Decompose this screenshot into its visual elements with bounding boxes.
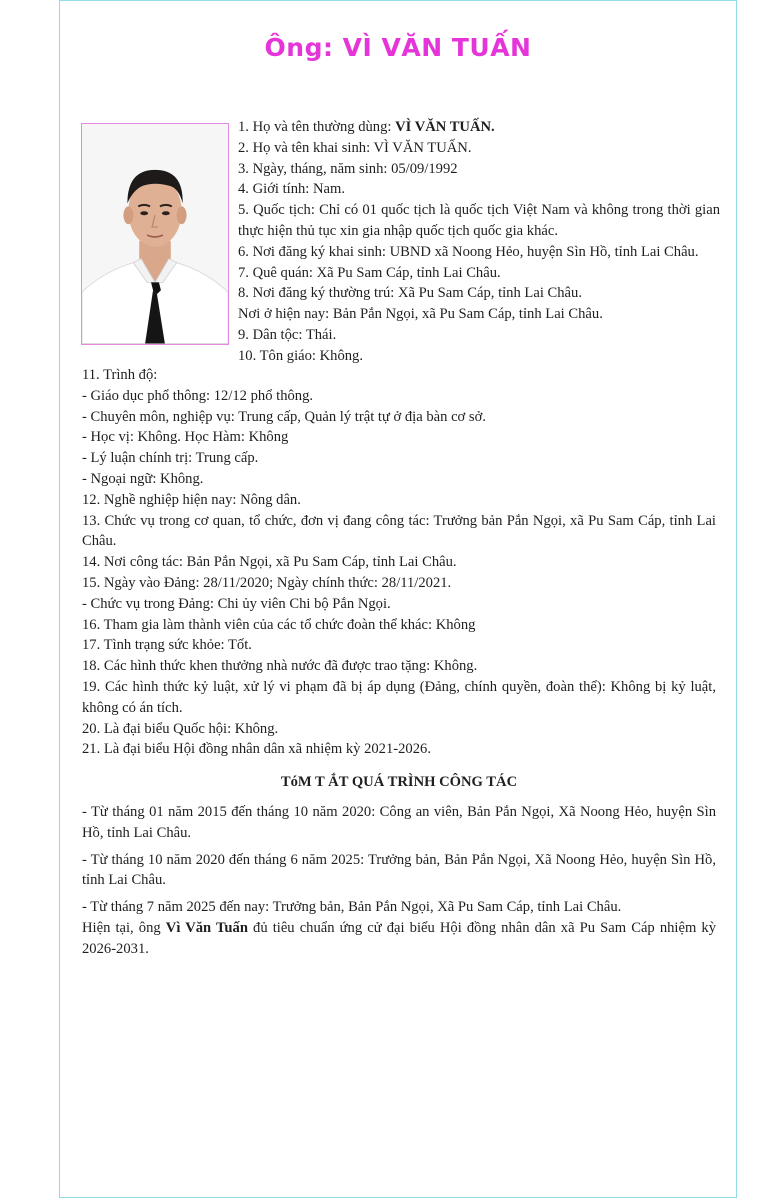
page-title: Ông: VÌ VĂN TUẤN bbox=[264, 33, 532, 62]
item-workplace: 14. Nơi công tác: Bản Pắn Ngọi, xã Pu Sam Cáp, tỉnh Lai Châu. bbox=[82, 554, 457, 571]
item-foreign-language: - Ngoại ngữ: Không. bbox=[82, 470, 204, 487]
conclusion-text: Hiện tại, ông Vì Văn Tuấn đủ tiêu chuẩn ứng cử đại biểu Hội đồng nhân dân xã Pu Sam Cáp nhiệm kỳ 2026-2031. bbox=[82, 919, 716, 957]
candidate-name: Vì Văn Tuấn bbox=[165, 919, 248, 936]
item-permanent-residence: 8. Nơi đăng ký thường trú: Xã Pu Sam Cáp, tỉnh Lai Châu. bbox=[238, 285, 582, 302]
career-entry: - Từ tháng 01 năm 2015 đến tháng 10 năm 2020: Công an viên, Bản Pắn Ngọi, Xã Noong Hẻo, huyện Sìn Hồ, tỉnh Lai Châu. bbox=[82, 803, 716, 841]
item-gender: 4. Giới tính: Nam. bbox=[238, 181, 346, 198]
common-name-value: VÌ VĂN TUẤN. bbox=[395, 119, 495, 135]
item-academic-degree: - Học vị: Không. Học Hàm: Không bbox=[82, 429, 289, 446]
item-birth-date: 3. Ngày, tháng, năm sinh: 05/09/1992 bbox=[238, 160, 458, 177]
item-political-theory: - Lý luận chính trị: Trung cấp. bbox=[82, 450, 259, 467]
item-national-assembly: 20. Là đại biểu Quốc hội: Không. bbox=[82, 720, 279, 737]
item-common-name: 1. Họ và tên thường dùng: VÌ VĂN TUẤN. bbox=[238, 119, 495, 135]
item-birth-name: 2. Họ và tên khai sinh: VÌ VĂN TUẤN. bbox=[238, 139, 472, 156]
item-discipline: 19. Các hình thức kỷ luật, xử lý vi phạm đã bị áp dụng (Đảng, chính quyền, đoàn thể): Không bị kỷ luật, không có án tích. bbox=[82, 678, 716, 716]
item-party-dates: 15. Ngày vào Đảng: 28/11/2020; Ngày chính thức: 28/11/2021. bbox=[82, 574, 452, 591]
personal-info-block bbox=[238, 117, 720, 367]
item-education: 11. Trình độ: bbox=[82, 367, 158, 383]
item-birth-registration: 6. Nơi đăng ký khai sinh: UBND xã Noong Hẻo, huyện Sìn Hồ, tỉnh Lai Châu. bbox=[238, 243, 699, 260]
item-health: 17. Tình trạng sức khỏe: Tốt. bbox=[82, 637, 252, 654]
item-hometown: 7. Quê quán: Xã Pu Sam Cáp, tỉnh Lai Châu. bbox=[238, 264, 501, 281]
career-entry: - Từ tháng 7 năm 2025 đến nay: Trưởng bản, Bản Pắn Ngọi, Xã Pu Sam Cáp, tỉnh Lai Châu. bbox=[82, 899, 622, 916]
item-occupation: 12. Nghề nghiệp hiện nay: Nông dân. bbox=[82, 491, 301, 508]
item-ethnicity: 9. Dân tộc: Thái. bbox=[238, 326, 337, 343]
item-current-residence: Nơi ở hiện nay: Bản Pắn Ngọi, xã Pu Sam Cáp, tỉnh Lai Châu. bbox=[238, 306, 603, 323]
details-block bbox=[82, 365, 716, 960]
item-other-organizations: 16. Tham gia làm thành viên của các tổ chức đoàn thể khác: Không bbox=[82, 616, 476, 633]
item-people-council: 21. Là đại biểu Hội đồng nhân dân xã nhiệm kỳ 2021-2026. bbox=[82, 741, 431, 758]
item-awards: 18. Các hình thức khen thưởng nhà nước đã được trao tặng: Không. bbox=[82, 658, 478, 675]
career-summary-heading: TóM T ẮT QUÁ TRÌNH CÔNG TÁC bbox=[280, 774, 518, 791]
item-party-position: - Chức vụ trong Đảng: Chi ủy viên Chi bộ Pắn Ngọi. bbox=[82, 595, 391, 612]
item-nationality: 5. Quốc tịch: Chỉ có 01 quốc tịch là quốc tịch Việt Nam và không trong thời gian thực hiện thủ tục xin gia nhập quốc tịch quốc gia khác. bbox=[238, 202, 720, 239]
item-professional-skills: - Chuyên môn, nghiệp vụ: Trung cấp, Quản lý trật tự ở địa bàn cơ sở. bbox=[82, 408, 486, 425]
item-general-education: - Giáo dục phổ thông: 12/12 phổ thông. bbox=[82, 387, 314, 404]
portrait-photo bbox=[81, 123, 229, 345]
item-position: 13. Chức vụ trong cơ quan, tổ chức, đơn vị đang công tác: Trưởng bản Pắn Ngọi, xã Pu Sam Cáp, tỉnh Lai Châu. bbox=[82, 512, 716, 550]
career-entry: - Từ tháng 10 năm 2020 đến tháng 6 năm 2025: Trưởng bản, Bản Pắn Ngọi, Xã Noong Hẻo, huyện Sìn Hồ, tỉnh Lai Châu. bbox=[82, 851, 716, 889]
item-religion: 10. Tôn giáo: Không. bbox=[238, 347, 363, 364]
